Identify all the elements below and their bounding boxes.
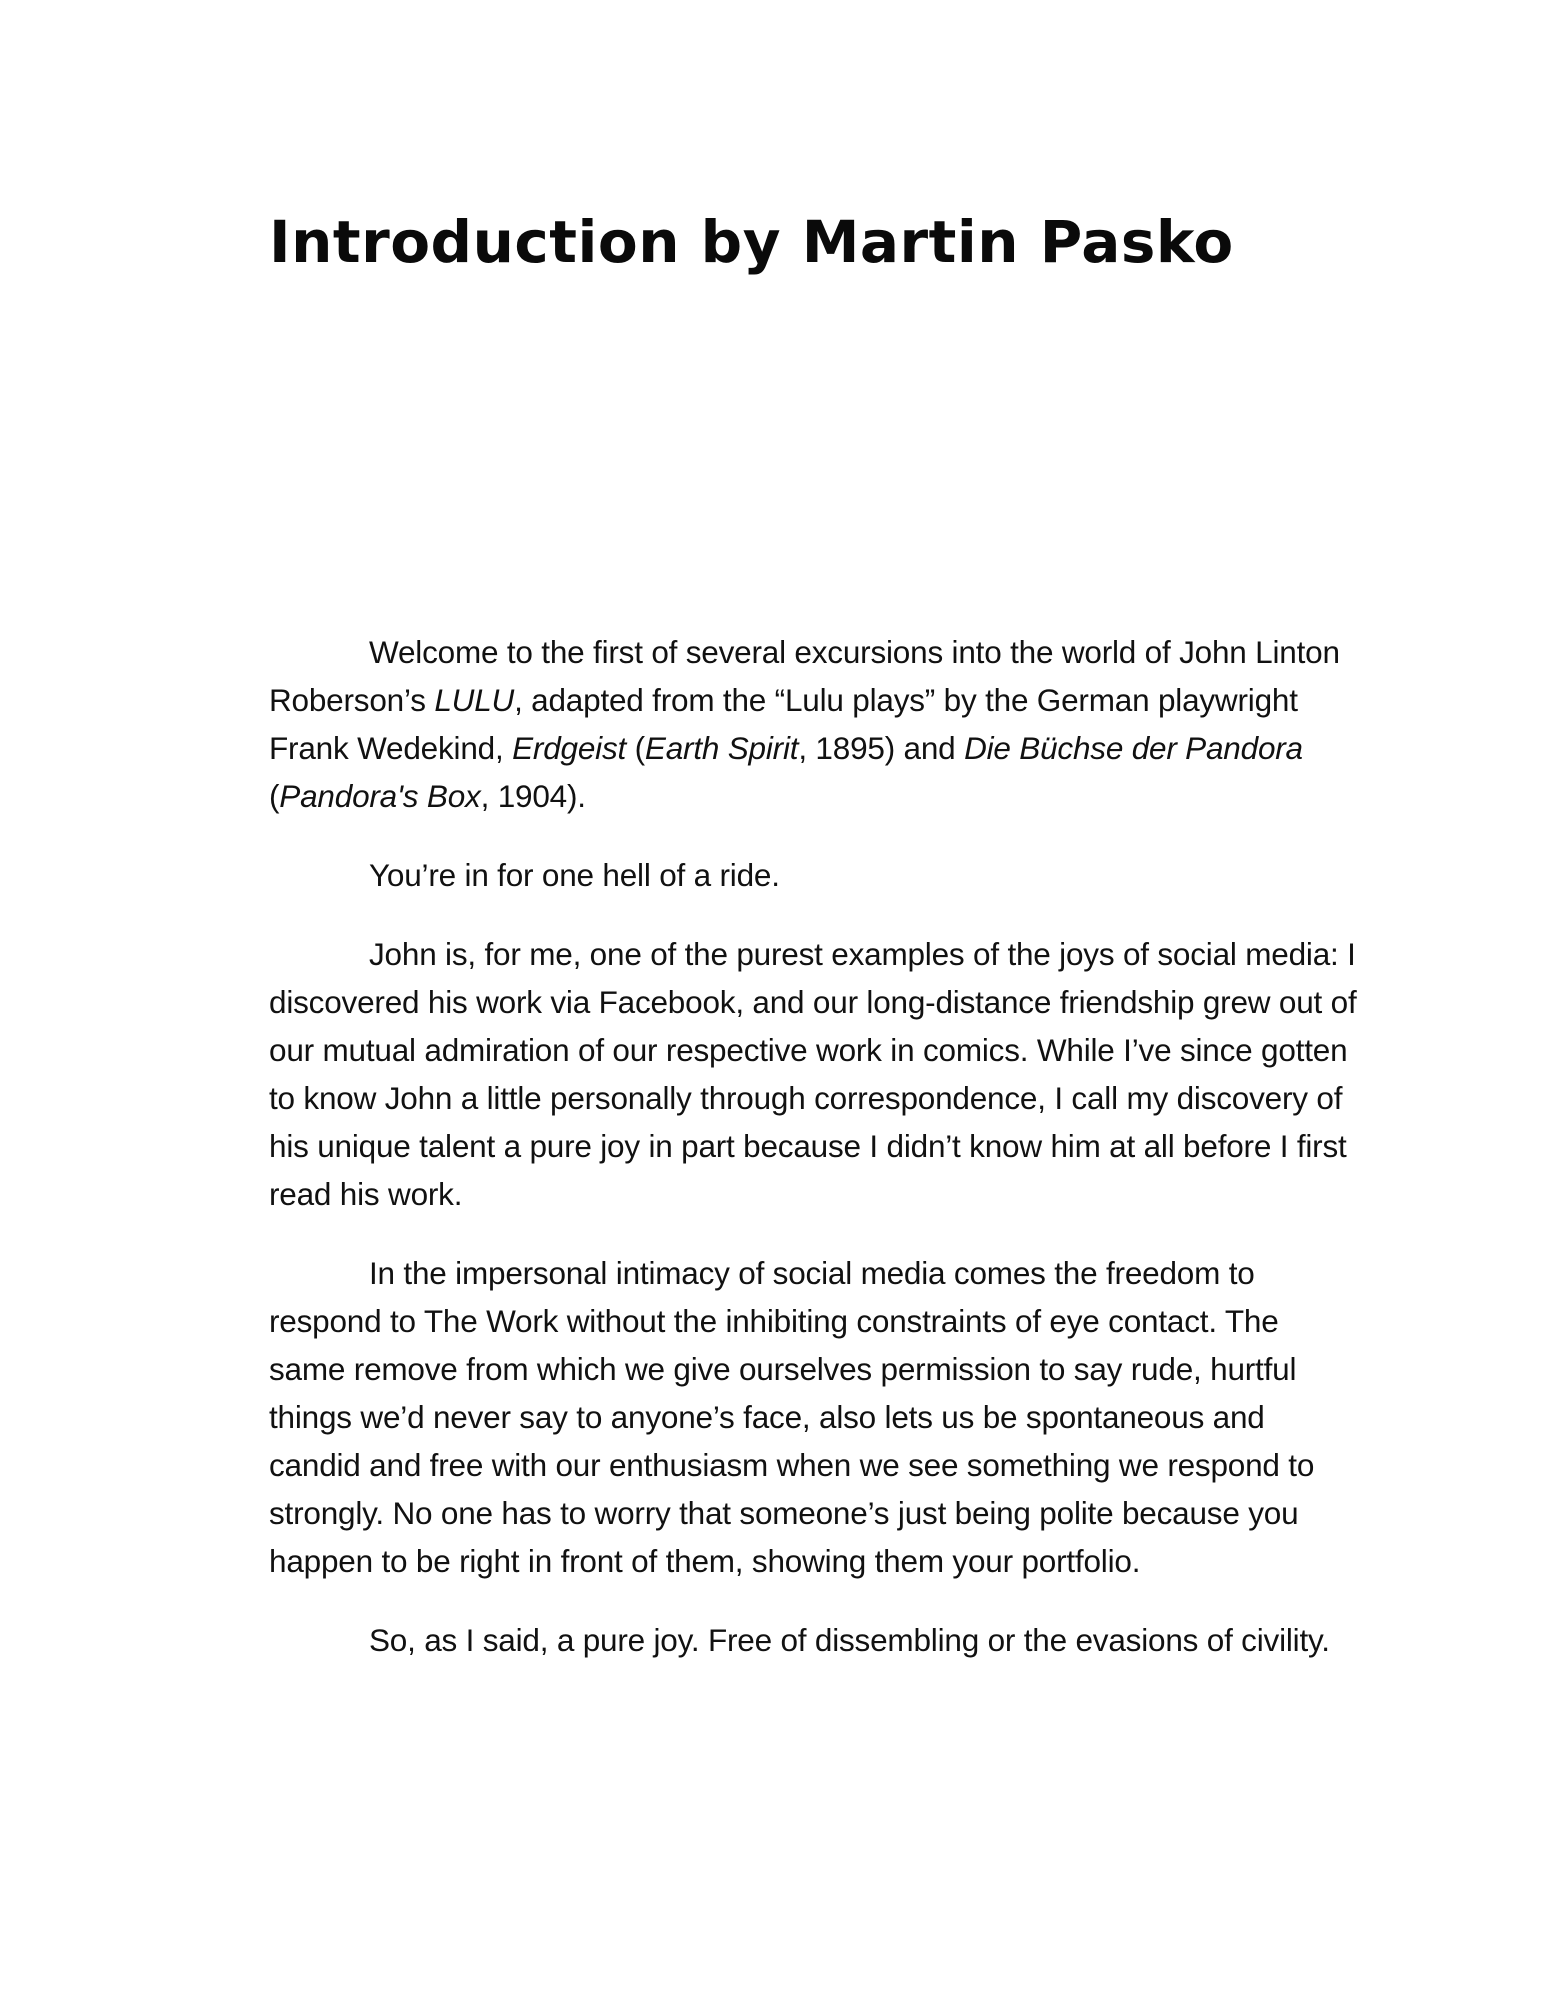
text-run: , 1895) and <box>798 730 965 766</box>
italic-text-run: LULU <box>434 682 515 718</box>
paragraph <box>269 851 1361 899</box>
italic-text-run: Pandora's Box <box>279 778 481 814</box>
text-run: Welcome to the first of several excursions into the world of John Linton Roberson’s <box>269 634 1340 718</box>
paragraph <box>269 930 1361 1218</box>
text-run: ( <box>626 730 645 766</box>
italic-text-run: Earth Spirit <box>644 730 799 766</box>
paragraph <box>269 1249 1361 1585</box>
italic-text-run: Erdgeist <box>512 730 627 766</box>
page-title: Introduction by Martin Pasko <box>269 208 1234 276</box>
paragraph <box>269 1616 1361 1664</box>
italic-text-run: Die Büchse der Pandora <box>964 730 1303 766</box>
text-run: , adapted from the “Lulu plays” by the German playwright Frank Wedekind, <box>269 682 1298 766</box>
paragraph <box>269 628 1361 820</box>
text-run: ( <box>269 778 280 814</box>
text-run: You’re in for one hell of a ride. <box>369 857 780 893</box>
text-run: , 1904). <box>480 778 586 814</box>
text-run: In the impersonal intimacy of social media comes the freedom to respond to The Work without the inhibiting constraints of eye contact. The same remove from which we give ourselves permission to say rude, hurtful things we’d never say to anyone’s face, also lets us be spontaneous and candid and free with our enthusiasm when we see something we respond to strongly. No one has to worry that someone’s just being polite because you happen to be right in front of them, showing them your portfolio. <box>269 1255 1315 1579</box>
body-text <box>269 628 1361 1664</box>
text-run: John is, for me, one of the purest examples of the joys of social media: I discovered his work via Facebook, and our long-distance friendship grew out of our mutual admiration of our respective work in comics. While I’ve since gotten to know John a little personally through correspondence, I call my discovery of his unique talent a pure joy in part because I didn’t know him at all before I first read his work. <box>269 936 1357 1212</box>
text-run: So, as I said, a pure joy. Free of dissembling or the evasions of civility. <box>369 1622 1330 1658</box>
